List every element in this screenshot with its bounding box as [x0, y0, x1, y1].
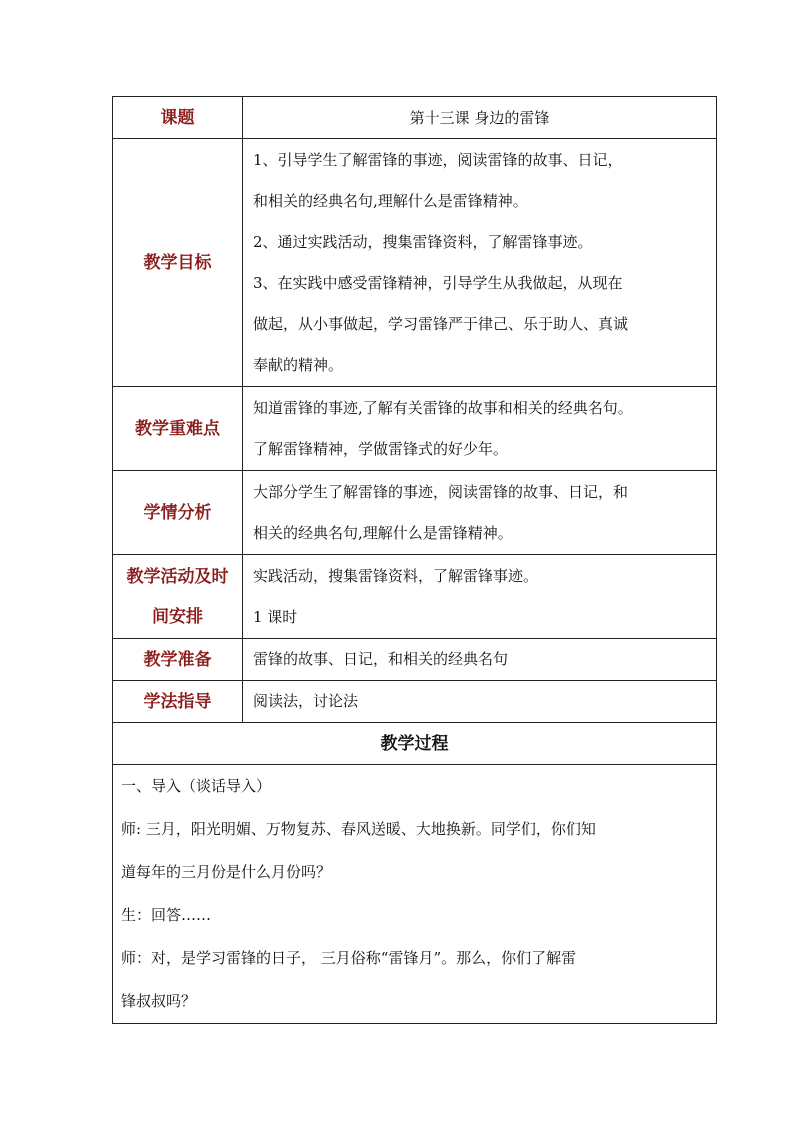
- objectives-label: 教学目标: [113, 139, 243, 387]
- activities-label: [113, 555, 243, 639]
- objectives-line: 奉献的精神。: [253, 355, 344, 374]
- key-points-label: 教学重难点: [113, 387, 243, 471]
- process-header-row: [113, 723, 717, 765]
- process-line: 师：对，是学习雷锋的日子， 三月俗称“雷锋月”。那么，你们了解雷: [121, 949, 577, 967]
- analysis-line: 相关的经典名句,理解什么是雷锋精神。: [253, 523, 513, 542]
- process-row: [113, 765, 717, 1024]
- preparation-row: [113, 639, 717, 681]
- activities-line: 1 课时: [253, 607, 298, 626]
- title-label: 课题: [113, 97, 243, 139]
- lesson-title: 第十三课 身边的雷锋: [243, 97, 717, 139]
- objectives-line: 2、通过实践活动，搜集雷锋资料，了解雷锋事迹。: [253, 232, 593, 251]
- process-line: 道每年的三月份是什么月份吗？: [121, 863, 332, 881]
- lesson-plan-table: [112, 96, 717, 1024]
- activities-label-line: 间安排: [152, 606, 203, 627]
- process-header: 教学过程: [113, 723, 717, 765]
- key-points-line: 了解雷锋精神，学做雷锋式的好少年。: [253, 439, 509, 458]
- analysis-row: [113, 471, 717, 555]
- objectives-line: 1、引导学生了解雷锋的事迹，阅读雷锋的故事、日记，: [253, 150, 623, 169]
- process-content: [113, 765, 717, 1024]
- objectives-row: [113, 139, 717, 387]
- objectives-line: 做起，从小事做起，学习雷锋严于律己、乐于助人、真诚: [253, 314, 629, 333]
- process-line: 生：回答……: [121, 906, 212, 924]
- key-points-line: 知道雷锋的事迹,了解有关雷锋的故事和相关的经典名句。: [253, 398, 633, 417]
- process-line: 一、导入（谈话导入）: [121, 777, 272, 795]
- analysis-label: 学情分析: [113, 471, 243, 555]
- objectives-line: 和相关的经典名句,理解什么是雷锋精神。: [253, 191, 528, 210]
- objectives-line: 3、在实践中感受雷锋精神，引导学生从我做起，从现在: [253, 273, 623, 292]
- activities-row: [113, 555, 717, 639]
- method-label: 学法指导: [113, 681, 243, 723]
- preparation-value: 雷锋的故事、日记，和相关的经典名句: [243, 639, 717, 681]
- key-points-row: [113, 387, 717, 471]
- title-row: [113, 97, 717, 139]
- activities-content: [243, 555, 717, 639]
- activities-line: 实践活动，搜集雷锋资料，了解雷锋事迹。: [253, 566, 539, 585]
- process-line: 师: 三月，阳光明媚、万物复苏、春风送暖、大地换新。同学们，你们知: [121, 820, 596, 838]
- analysis-content: [243, 471, 717, 555]
- analysis-line: 大部分学生了解雷锋的事迹，阅读雷锋的故事、日记，和: [253, 482, 629, 501]
- objectives-content: [243, 139, 717, 387]
- method-value: 阅读法，讨论法: [243, 681, 717, 723]
- process-line: 锋叔叔吗？: [121, 992, 197, 1010]
- key-points-content: [243, 387, 717, 471]
- activities-label-line: 教学活动及时: [126, 566, 229, 587]
- preparation-label: 教学准备: [113, 639, 243, 681]
- method-row: [113, 681, 717, 723]
